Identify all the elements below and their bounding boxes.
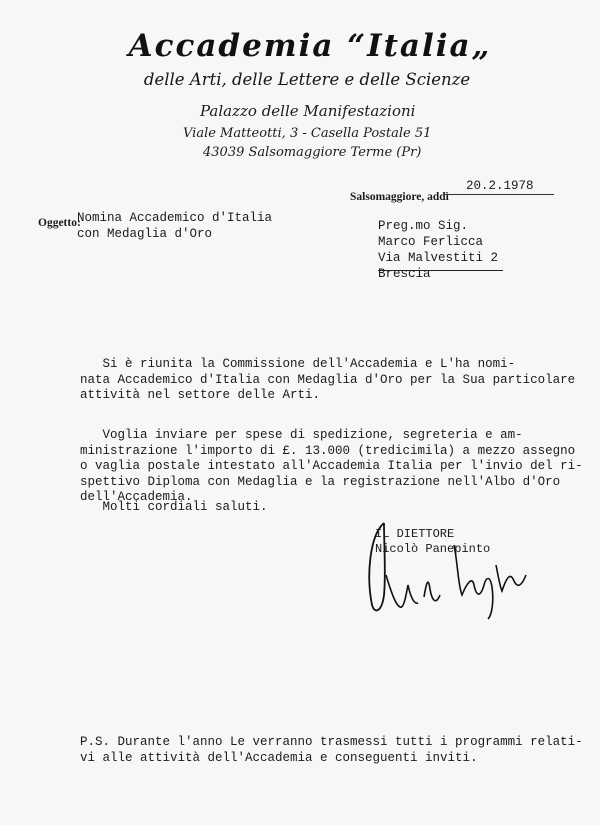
- subject-block: [77, 210, 272, 242]
- closing-greeting: Molti cordiali saluti.: [80, 500, 268, 514]
- recipient-city: Brescia: [378, 267, 431, 281]
- recipient-street: Via Malvestiti 2: [378, 251, 499, 265]
- recipient-underline: [378, 270, 503, 271]
- letterhead: [0, 28, 600, 160]
- letter-date: 20.2.1978: [466, 179, 534, 193]
- city-line: 43039 Salsomaggiore Terme (Pr): [203, 145, 422, 160]
- postscript: P.S. Durante l'anno Le verranno trasmessi tutti i programmi relati- vi alle attività dell'Accademia e conseguenti inviti.: [80, 735, 583, 765]
- body-paragraph: Si è riunita la Commissione dell'Accademia e L'ha nomi- nata Accademico d'Italia con Medaglia d'Oro per la Sua particolare attività nel settore delle Arti.: [80, 357, 576, 402]
- recipient-address: [378, 218, 498, 282]
- academy-subtitle: delle Arti, delle Lettere e delle Scienze: [143, 70, 471, 89]
- academy-title: Accademia “Italia„: [128, 28, 492, 64]
- body-paragraph: Voglia inviare per spese di spedizione, segreteria e am- ministrazione l'importo di £. 13.000 (tredicimila) a mezzo assegno o vaglia postale intestato all'Accademia Italia per l'invio del ri- spettivo Diploma con Medaglia e la registrazione nell'Albo d'Oro dell'Accademia.: [80, 428, 583, 504]
- recipient-name: Marco Ferlicca: [378, 235, 484, 249]
- signer-block: [375, 527, 490, 557]
- subject-line: Nomina Accademico d'Italia: [77, 211, 273, 225]
- street-address: Viale Matteotti, 3 - Casella Postale 51: [183, 126, 432, 141]
- recipient-salutation: Preg.mo Sig.: [378, 219, 469, 233]
- subject-line: con Medaglia d'Oro: [77, 227, 213, 241]
- subject-label: Oggetto:: [38, 217, 81, 229]
- signer-title: IL DIETTORE: [375, 527, 455, 541]
- building-name: Palazzo delle Manifestazioni: [200, 102, 416, 120]
- date-label: Salsomaggiore, addì: [350, 191, 449, 203]
- date-underline: [444, 194, 554, 195]
- signer-name: Nicolò Panepinto: [375, 542, 491, 556]
